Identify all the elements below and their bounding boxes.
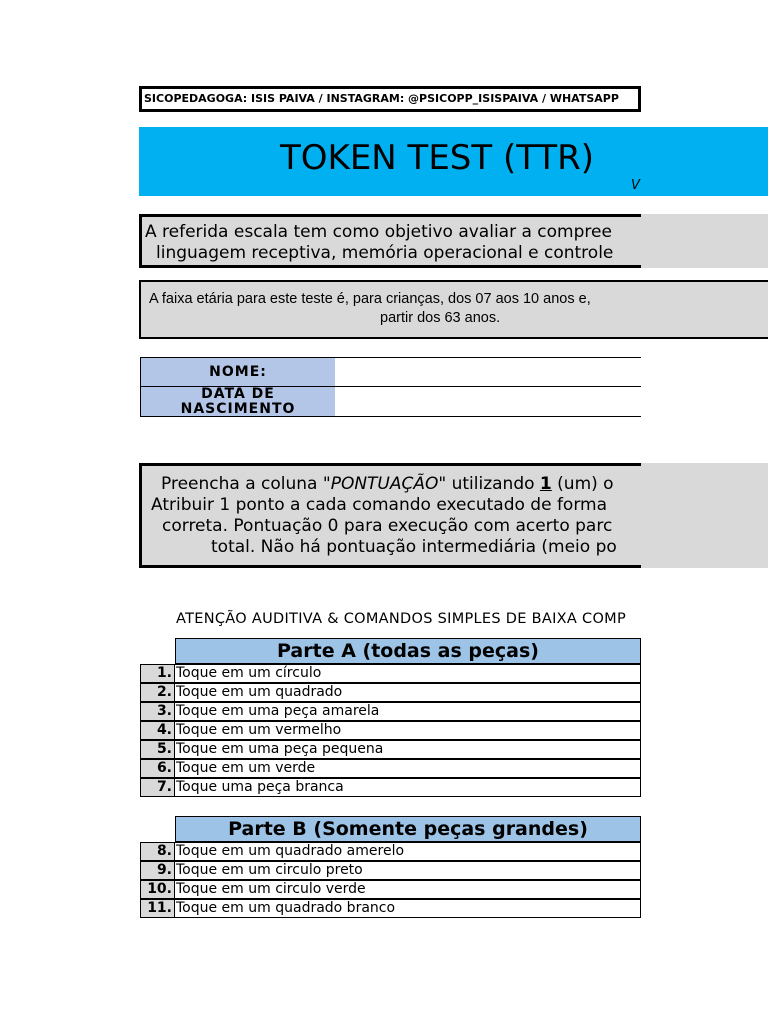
item-number: 6.: [140, 759, 175, 778]
list-item: [140, 778, 641, 797]
item-number: 7.: [140, 778, 175, 797]
item-command: Toque em um quadrado branco: [175, 899, 641, 918]
list-item: [140, 842, 641, 861]
list-item: [140, 702, 641, 721]
part-a-header: Parte A (todas as peças): [175, 638, 641, 664]
item-number: 2.: [140, 683, 175, 702]
item-command: Toque em uma peça amarela: [175, 702, 641, 721]
list-item: [140, 721, 641, 740]
description-line-2: linguagem receptiva, memória operacional e controle: [156, 243, 614, 263]
item-command: Toque em um verde: [175, 759, 641, 778]
instructions-box-overflow: [641, 463, 768, 568]
item-command: Toque em um vermelho: [175, 721, 641, 740]
item-command: Toque em um circulo preto: [175, 861, 641, 880]
list-item: [140, 740, 641, 759]
birth-date-field[interactable]: [335, 386, 641, 417]
item-number: 9.: [140, 861, 175, 880]
item-command: Toque em uma peça pequena: [175, 740, 641, 759]
item-number: 5.: [140, 740, 175, 759]
age-range-line-2: partir dos 63 anos.: [380, 310, 501, 326]
instructions-line-2: Atribuir 1 ponto a cada comando executado de forma: [151, 495, 608, 515]
description-line-1: A referida escala tem como objetivo avaliar a compree: [145, 222, 612, 242]
item-command: Toque em um quadrado amerelo: [175, 842, 641, 861]
part-b-header: Parte B (Somente peças grandes): [175, 816, 641, 842]
instructions-line-4: total. Não há pontuação intermediária (meio po: [211, 537, 617, 557]
description-box-overflow: [641, 214, 768, 268]
list-item: [140, 880, 641, 899]
credit-line: SICOPEDAGOGA: ISIS PAIVA / INSTAGRAM: @PSICOPP_ISISPAIVA / WHATSAPP: [139, 86, 641, 112]
item-command: Toque em um circulo verde: [175, 880, 641, 899]
list-item: [140, 861, 641, 880]
item-command: Toque em um círculo: [175, 664, 641, 683]
birth-date-label: [140, 386, 336, 417]
title-fragment: V: [631, 178, 640, 193]
age-range-box: [139, 280, 768, 339]
item-number: 11.: [140, 899, 175, 918]
list-item: [140, 899, 641, 918]
item-number: 3.: [140, 702, 175, 721]
list-item: [140, 664, 641, 683]
section-title: ATENÇÃO AUDITIVA & COMANDOS SIMPLES DE BAIXA COMP: [176, 611, 627, 627]
name-field[interactable]: [335, 357, 641, 387]
birth-date-label-line-2: NASCIMENTO: [180, 401, 296, 417]
item-command: Toque uma peça branca: [175, 778, 641, 797]
birth-date-label-line-1: DATA DE: [201, 386, 275, 402]
name-label: NOME:: [140, 357, 336, 387]
item-number: 1.: [140, 664, 175, 683]
list-item: [140, 683, 641, 702]
item-number: 8.: [140, 842, 175, 861]
item-number: 4.: [140, 721, 175, 740]
list-item: [140, 759, 641, 778]
age-range-line-1: A faixa etária para este teste é, para crianças, dos 07 aos 10 anos e,: [149, 291, 591, 307]
page-title: TOKEN TEST (TTR): [280, 138, 595, 178]
item-command: Toque em um quadrado: [175, 683, 641, 702]
instructions-line-3: correta. Pontuação 0 para execução com acerto parc: [162, 516, 613, 536]
instructions-line-1: Preencha a coluna "PONTUAÇÃO" utilizando 1 (um) o: [161, 474, 614, 494]
item-number: 10.: [140, 880, 175, 899]
